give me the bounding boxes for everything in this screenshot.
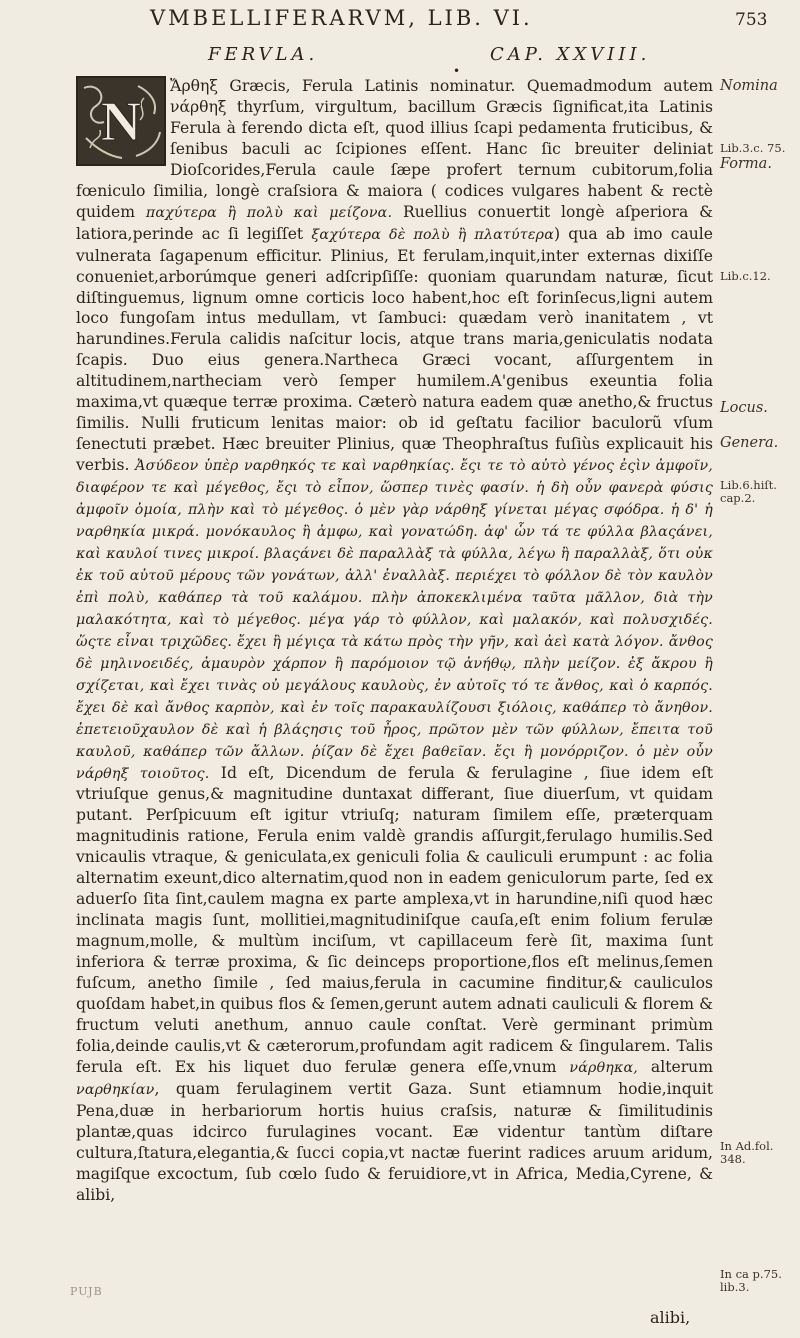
margin-note-locus: Locus. <box>720 400 768 416</box>
section-title: FERVLA. <box>208 44 319 65</box>
ornament-mark: • <box>453 64 461 78</box>
greek-quote: ξαχύτερα δὲ πολὺ ἢ πλατύτερα <box>311 226 554 243</box>
catchword: alibi, <box>650 1308 691 1327</box>
margin-note-reference: Lib.6.hiſt. cap.2. <box>720 478 777 505</box>
paragraph: Ἄρθηξ Græcis, Ferula Latinis nominatur. Quemadmodum autem νάρθηξ thyrſum, virgultum, bacillum Græcis ſignificat,ita Latinis Ferula à ferendo dicta eſt, quod illius ſcapi pedamenta fruticibus, & ſenibus baculi ac ſcipiones eſſent. Hanc ſic breuiter deliniat Dioſcorides,Ferula caule ſæpe profert ternum cubitorum,folia fœniculo ſimilia, longè craſsiora & maiora ( codices vulgares habent & rectè quidem παχύτερα ἢ πολὺ καὶ μείζονα. Ruellius conuertit longè aſperiora & latiora,perinde ac ſi legiſſet ξαχύτερα δὲ πολὺ ἢ πλατύτερα) qua ab imo caule vulnerata ſagapenum efficitur. Plinius, Et ferulam,inquit,inter externas dixiſſe conueniet,arborúmque generi adſcripſiſſe: quoniam quarundam naturæ, ſicut diſtinguemus, lignum omne corticis loco habent,hoc eſt forinſecus,ligni autem loco fungoſam intus medullam, vt ſambuci: quædam verò inanitatem , vt harundines.Ferula calidis naſcitur locis, atque trans maria,geniculatis nodata ſcapis. Duo eius genera.Nartheca Græci vocant, aſſurgentem in altitudinem,narthecіam verò ſemper humilem.A'genibus exeuntia folia maxima,vt quæque terræ proxima. Cæterò natura eadem quæ anetho,& fructus ſimilis. Nulli fruticum lenitas maior: ob id geſtatu facilior baculorũ vſum ſenectuti præbet. Hæc breuiter Plinius, quæ Theophraſtus fuſiùs explicauit his verbis. Ἀσύδεον ὑπὲρ ναρθηκός τε καὶ ναρθηκίας. ἔςι τε τὸ αὐτὸ γένος ἐςὶν ἀμφοῖν, διαφέρον τε καὶ μέγεθος, ἔςι τὸ εἶπον, ὥσπερ τινὲς φασίν. ἡ δὴ οὖν φανερὰ φύσις ἀμφοῖν ὁμοία, πλὴν καὶ τὸ μέγεθος. ὁ μὲν γὰρ νάρθηξ γίνεται μέγας σφόδρα. ἡ δ' ἡ ναρθηκία μικρά. μονόκαυλος ἢ ἀμφω, καὶ γονατώδη. ἀφ' ὧν τά τε φύλλα βλαςάνει, καὶ καυλοί τινες μικροί. βλαςάνει δὲ παραλλὰξ τὰ φύλλα, λέγω ἢ παραλλὰξ, ὅτι οὐκ ἐκ τοῦ αὐτοῦ μέρους τῶν γονάτων, ἀλλ' ἐναλλὰξ. περιέχει τὸ φόλλον δὲ τὸν καυλὸν ἐπὶ πολὺ, καθάπερ τὰ τοῦ καλάμου. πλὴν ἀποκεκλιμένα ταῦτα μᾶλλον, διὰ τὴν μαλακότητα, καὶ τὸ μέγεθος. μέγα γάρ τὸ φύλλον, καὶ μαλακόν, καὶ πολυσχιδές. ὥςτε εἶναι τριχῶδες. ἔχει ἢ μέγιςα τὰ κάτω πρὸς τὴν γῆν, καὶ ἀεὶ κατὰ λόγον. ἄνθος δὲ μηλινοειδές, ἀμαυρὸν χάρπον ἢ παρόμοιον τῷ ἀνήθῳ, πλὴν μείζον. ἐξ ἄκρου ἢ σχίζεται, καὶ ἔχει τινὰς οὐ μεγάλους καυλοὺς, ἐν αὐτοῖς τό τε ἄνθος, καὶ ὁ καρπός. ἔχει δὲ καὶ ἄνθος καρπὸν, καὶ ἐν τοῖς παρακαυλίζουσι ξιόλοις, καθάπερ τὸ ἄνηθον. ἐπετειοῦχαυλον δὲ καὶ ἡ βλάςησις τοῦ ἦρος, πρῶτον μὲν τῶν φύλλων, ἔπειτα τοῦ καυλοῦ, καθάπερ τῶν ἄλλων. ῥίζαν δὲ ἔχει βαθεῖαν. ἔςι ἢ μονόρριζον. ὁ μὲν οὖν νάρθηξ τοιοῦτος. Id eſt, Dicendum de ferula & ferulagine , ſiue idem eſt vtriuſque genus,& magnitudine duntaxat differant, ſiue diuerſum, vt quidam putant. Perſpicuum eſt igitur vtriuſq; naturam ſimilem eſſe, præterquam magnitudinis ratione, Ferula enim valdè grandis aſſurgit,ferulago humilis.Sed vnicaulis vtraque, & geniculata,ex geniculi folia & cauliculi erumpunt : ac folia alternatim exeunt,dico alternatim,quod non in eadem geniculorum parte, ſed ex aduerſo ſita ſint,caulem magna ex parte amplexa,vt in harundine,niſi quod hæc inclinata magis ſunt, mollitiei,magnitudiniſque cauſa,eſt enim folium ferulæ magnum,molle, & multùm inciſum, vt capillaceum ferè ſit, maxima ſunt inferiora & terræ proxima, & ſic deinceps proportione,flos eſt melinus,ſemen fuſcum, anetho ſimile , ſed maius,ferula in cacumine finditur,& cauliculos quoſdam habet,in quibus flos & ſemen,gerunt autem adnati cauliculi & florem & fructum veluti anethum, annuo caule conſtat. Verè germinant primùm folia,deinde caulis,vt & cæterorum,profundam agit radicem & ſingularem. Talis ferula eſt. Ex his liquet duo ferulæ genera eſſe,vnum νάρθηκα, alterum ναρθηκίαν, quam ferulaginem vertit Gaza. Sunt etiamnum hodie,inquit Pena,duæ in herbariorum hortis huius craſsis, naturæ & ſimilitudinis plantæ,quas idcirco furulagines vocant. Eæ videntur tantùm diſtare cultura,ſtatura,elegantia,& ſucci copia,vt nactæ fuerint radices aruum aridum, magiſque excoctum, ſub cœlo ſudo & feruidiore,vt in Africa, Media,Cyrene, & alibi, <box>76 77 714 1204</box>
margin-note-genera: Genera. <box>720 435 779 451</box>
page-number: 753 <box>735 10 768 30</box>
margin-note-reference: In Ad.fol. 348. <box>720 1139 774 1166</box>
greek-quote: παχύτερα ἢ πολὺ καὶ μείζονα. <box>145 204 393 221</box>
running-head: VMBELLIFERARVM, LIB. VI. <box>150 6 533 30</box>
greek-word: νάρθηκα, <box>569 1059 639 1076</box>
chapter-heading: CAP. XXVIII. <box>490 44 651 65</box>
margin-note-forma: Forma. <box>720 156 772 172</box>
initial-letter: N <box>100 91 142 153</box>
margin-note-reference: Lib.3.c. 75. <box>720 141 786 155</box>
library-stamp: PUJB <box>70 1285 103 1298</box>
margin-note-nomina: Nomina <box>720 78 778 94</box>
greek-passage: Ἀσύδεον ὑπὲρ ναρθηκός τε καὶ ναρθηκίας. ἔςι τε τὸ αὐτὸ γένος ἐςὶν ἀμφοῖν, διαφέρον τε καὶ μέγεθος, ἔςι τὸ εἶπον, ὥσπερ τινὲς φασίν. ἡ δὴ οὖν φανερὰ φύσις ἀμφοῖν ὁμοία, πλὴν καὶ τὸ μέγεθος. ὁ μὲν γὰρ νάρθηξ γίνεται μέγας σφόδρα. ἡ δ' ἡ ναρθηκία μικρά. μονόκαυλος ἢ ἀμφω, καὶ γονατώδη. ἀφ' ὧν τά τε φύλλα βλαςάνει, καὶ καυλοί τινες μικροί. βλαςάνει δὲ παραλλὰξ τὰ φύλλα, λέγω ἢ παραλλὰξ, ὅτι οὐκ ἐκ τοῦ αὐτοῦ μέρους τῶν γονάτων, ἀλλ' ἐναλλὰξ. περιέχει τὸ φόλλον δὲ τὸν καυλὸν ἐπὶ πολὺ, καθάπερ τὰ τοῦ καλάμου. πλὴν ἀποκεκλιμένα ταῦτα μᾶλλον, διὰ τὴν μαλακότητα, καὶ τὸ μέγεθος. μέγα γάρ τὸ φύλλον, καὶ μαλακόν, καὶ πολυσχιδές. ὥςτε εἶναι τριχῶδες. ἔχει ἢ μέγιςα τὰ κάτω πρὸς τὴν γῆν, καὶ ἀεὶ κατὰ λόγον. ἄνθος δὲ μηλινοειδές, ἀμαυρὸν χάρπον ἢ παρόμοιον τῷ ἀνήθῳ, πλὴν μείζον. ἐξ ἄκρου ἢ σχίζεται, καὶ ἔχει τινὰς οὐ μεγάλους καυλοὺς, ἐν αὐτοῖς τό τε ἄνθος, καὶ ὁ καρπός. ἔχει δὲ καὶ ἄνθος καρπὸν, καὶ ἐν τοῖς παρακαυλίζουσι ξιόλοις, καθάπερ τὸ ἄνηθον. ἐπετειοῦχαυλον δὲ καὶ ἡ βλάςησις τοῦ ἦρος, πρῶτον μὲν τῶν φύλλων, ἔπειτα τοῦ καυλοῦ, καθάπερ τῶν ἄλλων. ῥίζαν δὲ ἔχει βαθεῖαν. ἔςι ἢ μονόρριζον. ὁ μὲν οὖν νάρθηξ τοιοῦτος. <box>76 458 713 782</box>
margin-note-reference: Lib.c.12. <box>720 269 771 283</box>
greek-word: ναρθηκίαν <box>76 1081 155 1098</box>
margin-note-reference: In ca p.75. lib.3. <box>720 1267 782 1294</box>
body-text <box>76 76 713 1206</box>
